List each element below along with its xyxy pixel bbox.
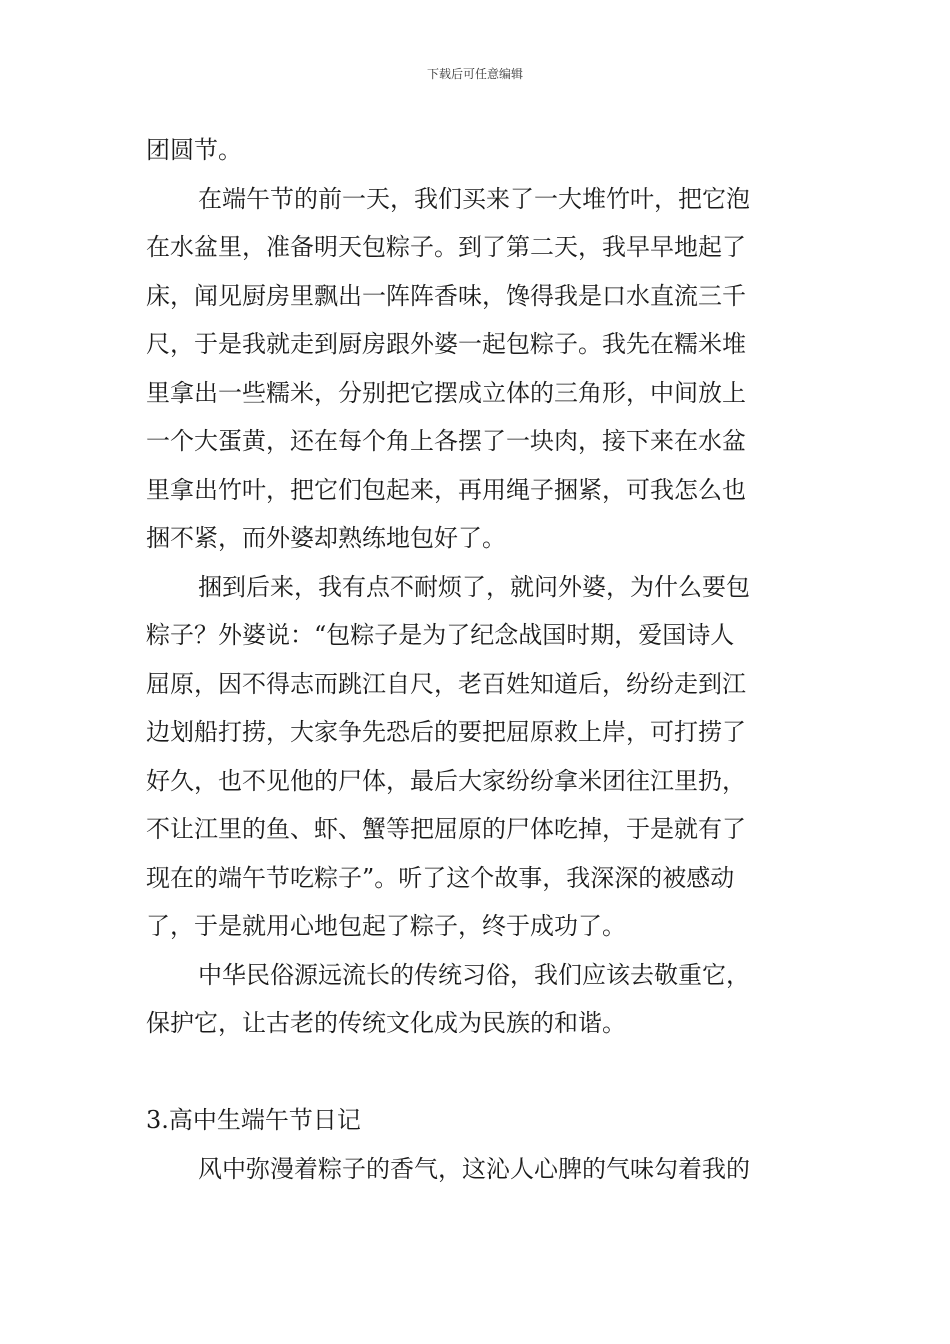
text-line — [146, 951, 808, 1000]
text-line — [146, 563, 808, 612]
text-line: 在水盆里，准备明天包粽子。到了第二天，我早早地起了 — [146, 233, 746, 261]
text-line: 现在的端午节吃粽子”。听了这个故事，我深深的被感动 — [146, 863, 735, 892]
text-line: 团圆节。 — [146, 136, 242, 164]
text-line: 里拿出一些糯米，分别把它摆成立体的三角形，中间放上 — [146, 378, 746, 407]
page-header-note: 下载后可任意编辑 — [426, 67, 523, 81]
text-line-content: 在端午节的前一天，我们买来了一大堆竹叶，把它泡 — [198, 184, 750, 213]
text-line — [146, 175, 808, 224]
text-line-content: 捆到后来，我有点不耐烦了，就问外婆，为什么要包 — [198, 572, 750, 601]
text-line: 好久，也不见他的尸体，最后大家纷纷拿米团往江里扔， — [146, 766, 746, 795]
text-line — [146, 1145, 808, 1194]
text-line: 了，于是就用心地包起了粽子，终于成功了。 — [146, 912, 626, 940]
text-line: 一个大蛋黄，还在每个角上各摆了一块肉，接下来在水盆 — [146, 427, 746, 455]
text-line: 尺，于是我就走到厨房跟外婆一起包粽子。我先在糯米堆 — [146, 330, 746, 358]
text-line: 边划船打捞，大家争先恐后的要把屈原救上岸，可打捞了 — [146, 718, 746, 746]
text-line-content: 中华民俗源远流长的传统习俗，我们应该去敬重它， — [198, 960, 750, 989]
blank-line — [146, 1048, 808, 1097]
text-line: 捆不紧，而外婆却熟练地包好了。 — [146, 524, 506, 552]
document-body — [146, 126, 808, 1193]
text-line: 屈原，因不得志而跳江自尺，老百姓知道后，纷纷走到江 — [146, 669, 746, 698]
text-line: 里拿出竹叶，把它们包起来，再用绳子捆紧，可我怎么也 — [146, 475, 746, 504]
section-heading: 3.高中生端午节日记 — [146, 1106, 361, 1134]
text-line: 床，闻见厨房里飘出一阵阵香味，馋得我是口水直流三千 — [146, 281, 746, 310]
text-line-content: 风中弥漫着粽子的香气，这沁人心脾的气味勾着我的 — [198, 1154, 750, 1183]
text-line: 不让江里的鱼、虾、蟹等把屈原的尸体吃掉，于是就有了 — [146, 815, 746, 843]
text-line: 粽子？外婆说：“包粽子是为了纪念战国时期，爱国诗人 — [146, 621, 735, 649]
text-line: 保护它，让古老的传统文化成为民族的和谐。 — [146, 1009, 626, 1037]
